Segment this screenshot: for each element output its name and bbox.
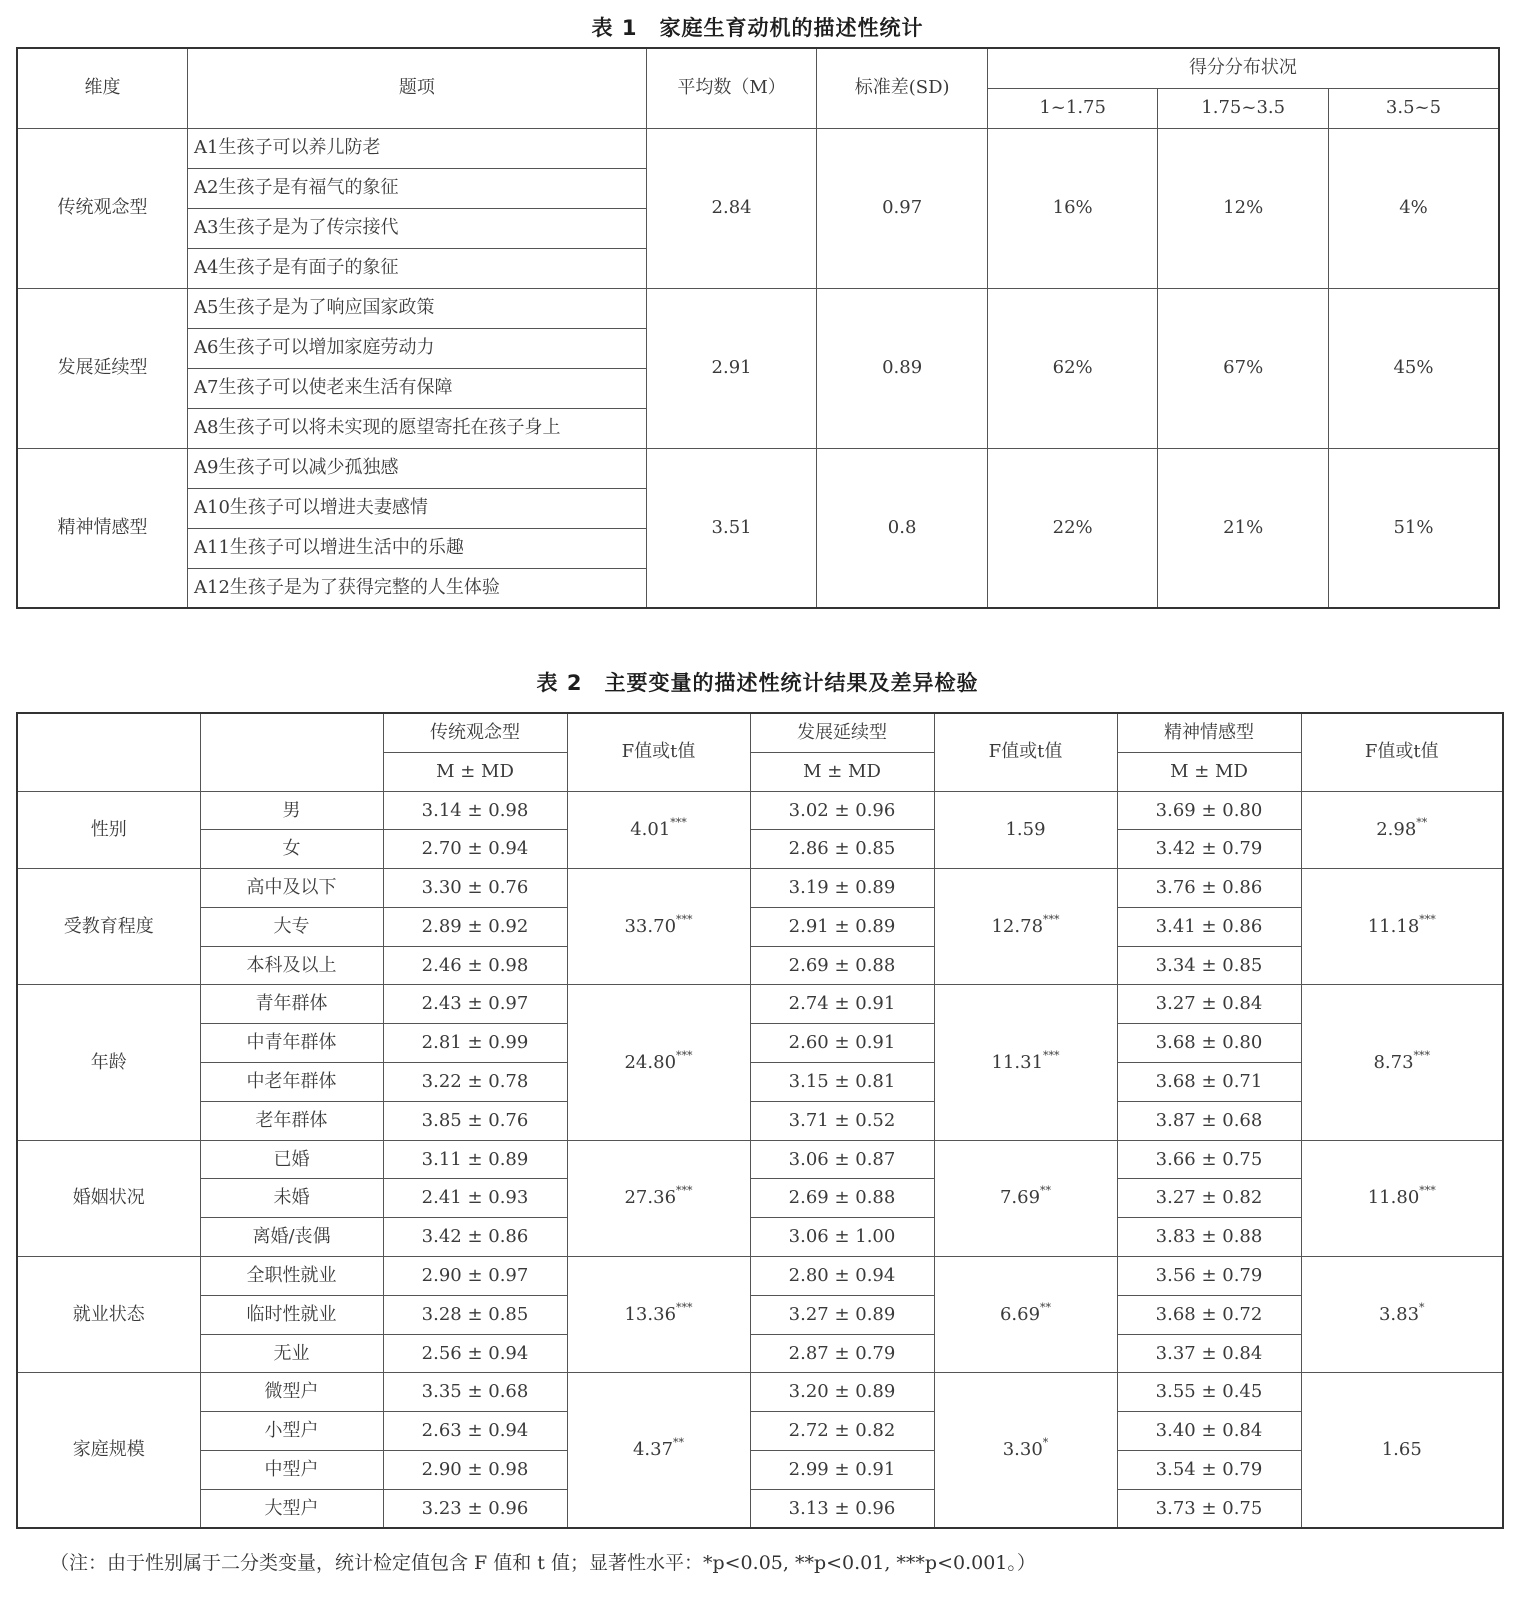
t2-mean-md: 3.34 ± 0.85: [1117, 946, 1301, 985]
t2-f-number: 11.31: [991, 1051, 1044, 1073]
t1-item: A8生孩子可以将未实现的愿望寄托在孩子身上: [188, 408, 647, 448]
t2-significance: ***: [676, 1048, 693, 1062]
t1-header-dimension: 维度: [17, 48, 188, 128]
t2-category: 本科及以上: [200, 946, 383, 985]
table-row: [17, 830, 1503, 869]
t2-significance: **: [1040, 1300, 1052, 1314]
t2-f-number: 27.36: [624, 1187, 677, 1209]
t2-f-number: 24.80: [624, 1051, 677, 1073]
t2-significance: ***: [676, 912, 693, 926]
t2-mean-md: 2.91 ± 0.89: [750, 907, 934, 946]
table-row: [17, 448, 1499, 488]
t2-mean-md: 2.60 ± 0.91: [750, 1024, 934, 1063]
t2-f-number: 6.69: [999, 1303, 1041, 1325]
t2-mean-md: 3.27 ± 0.89: [750, 1295, 934, 1334]
t2-variable: 家庭规模: [17, 1373, 200, 1528]
t2-f-number: 11.18: [1367, 915, 1420, 937]
t2-f-value: [567, 1373, 750, 1528]
t2-mean-md: 3.22 ± 0.78: [383, 1063, 567, 1102]
t2-mean-md: 3.73 ± 0.75: [1117, 1489, 1301, 1528]
t1-dimension: 精神情感型: [17, 448, 188, 608]
t2-mean-md: 2.41 ± 0.93: [383, 1179, 567, 1218]
t1-distribution: 12%: [1158, 128, 1329, 288]
table-row: [17, 1179, 1503, 1218]
t2-f-value: [567, 1140, 750, 1256]
t2-category: 高中及以下: [200, 869, 383, 908]
t2-mean-md: 3.54 ± 0.79: [1117, 1451, 1301, 1490]
t2-mean-md: 2.87 ± 0.79: [750, 1334, 934, 1373]
t2-header-ft: F值或t值: [567, 713, 750, 791]
t2-mean-md: 3.06 ± 0.87: [750, 1140, 934, 1179]
table2: [16, 712, 1504, 1529]
table-row: [17, 985, 1503, 1024]
t2-significance: **: [1416, 815, 1428, 829]
t1-item: A5生孩子是为了响应国家政策: [188, 288, 647, 328]
table-row: [17, 1218, 1503, 1257]
t2-category: 小型户: [200, 1412, 383, 1451]
t2-category: 微型户: [200, 1373, 383, 1412]
t1-distribution: 21%: [1158, 448, 1329, 608]
t2-header-type: 精神情感型: [1117, 713, 1301, 752]
table1: [16, 47, 1500, 609]
t2-mean-md: 3.56 ± 0.79: [1117, 1257, 1301, 1296]
t2-header-blank: [200, 713, 383, 791]
t2-f-number: 7.69: [999, 1187, 1041, 1209]
t1-item: A7生孩子可以使老来生活有保障: [188, 368, 647, 408]
t1-dimension: 传统观念型: [17, 128, 188, 288]
t2-mean-md: 3.13 ± 0.96: [750, 1489, 934, 1528]
t2-variable: 年龄: [17, 985, 200, 1140]
t1-item: A11生孩子可以增进生活中的乐趣: [188, 528, 647, 568]
t2-mean-md: 3.27 ± 0.82: [1117, 1179, 1301, 1218]
t2-mean-md: 2.46 ± 0.98: [383, 946, 567, 985]
table2-caption: [0, 667, 1515, 697]
t1-header-range: 1~1.75: [987, 88, 1158, 128]
t2-significance: ***: [670, 815, 687, 829]
table-row: [17, 288, 1499, 328]
t2-mean-md: 3.30 ± 0.76: [383, 869, 567, 908]
t2-header-ft: F值或t值: [1301, 713, 1503, 791]
t2-mean-md: 3.11 ± 0.89: [383, 1140, 567, 1179]
t1-sd: 0.8: [817, 448, 988, 608]
table-row: [17, 1334, 1503, 1373]
table1-body: [17, 48, 1499, 608]
t2-significance: **: [673, 1436, 685, 1450]
t2-significance: *: [1419, 1300, 1425, 1314]
t2-mean-md: 2.99 ± 0.91: [750, 1451, 934, 1490]
t1-distribution: 22%: [987, 448, 1158, 608]
t2-mean-md: 2.70 ± 0.94: [383, 830, 567, 869]
t2-significance: ***: [1419, 912, 1436, 926]
t2-significance: ***: [1419, 1184, 1436, 1198]
table-row: [17, 1373, 1503, 1412]
t2-f-value: [1301, 1373, 1503, 1528]
t2-category: 女: [200, 830, 383, 869]
table-row: [17, 907, 1503, 946]
t2-f-number: 2.98: [1376, 818, 1417, 840]
t2-category: 大专: [200, 907, 383, 946]
t1-distribution: 51%: [1328, 448, 1499, 608]
t2-f-number: 8.73: [1373, 1051, 1414, 1073]
t2-category: 已婚: [200, 1140, 383, 1179]
t2-f-number: 12.78: [991, 915, 1044, 937]
table1-caption-title: 家庭生育动机的描述性统计: [659, 16, 924, 40]
t1-mean: 2.91: [646, 288, 817, 448]
t2-mean-md: 3.41 ± 0.86: [1117, 907, 1301, 946]
table-row: [17, 1140, 1503, 1179]
t2-mean-md: 2.43 ± 0.97: [383, 985, 567, 1024]
t1-item: A2生孩子是有福气的象征: [188, 168, 647, 208]
table-row: [17, 1451, 1503, 1490]
t2-mean-md: 3.68 ± 0.80: [1117, 1024, 1301, 1063]
t1-dimension: 发展延续型: [17, 288, 188, 448]
t2-f-value: [934, 985, 1117, 1140]
t1-header-range: 1.75~3.5: [1158, 88, 1329, 128]
t2-f-value: [567, 791, 750, 869]
t1-item: A1生孩子可以养儿防老: [188, 128, 647, 168]
t2-mean-md: 2.90 ± 0.97: [383, 1257, 567, 1296]
t2-category: 临时性就业: [200, 1295, 383, 1334]
t2-f-number: 1.59: [1005, 818, 1046, 840]
t2-f-number: 4.01: [630, 818, 671, 840]
t2-mean-md: 3.40 ± 0.84: [1117, 1412, 1301, 1451]
t2-f-value: [567, 869, 750, 985]
t2-variable: 婚姻状况: [17, 1140, 200, 1256]
t2-header-mmd: M ± MD: [383, 752, 567, 791]
t1-header-distribution: 得分分布状况: [987, 48, 1499, 88]
t2-header-mmd: M ± MD: [1117, 752, 1301, 791]
table-row: [17, 1063, 1503, 1102]
t2-mean-md: 2.69 ± 0.88: [750, 946, 934, 985]
t2-category: 男: [200, 791, 383, 830]
t2-f-value: [1301, 985, 1503, 1140]
t1-header-range: 3.5~5: [1328, 88, 1499, 128]
t2-mean-md: 3.66 ± 0.75: [1117, 1140, 1301, 1179]
t2-mean-md: 3.02 ± 0.96: [750, 791, 934, 830]
table-row: [17, 1101, 1503, 1140]
table2-caption-number: 表 2: [536, 671, 583, 695]
t2-significance: *: [1042, 1436, 1049, 1450]
t2-category: 大型户: [200, 1489, 383, 1528]
t1-distribution: 4%: [1328, 128, 1499, 288]
t2-category: 青年群体: [200, 985, 383, 1024]
t1-sd: 0.89: [817, 288, 988, 448]
t1-sd: 0.97: [817, 128, 988, 288]
t2-mean-md: 3.06 ± 1.00: [750, 1218, 934, 1257]
table-row: [17, 946, 1503, 985]
t2-mean-md: 2.63 ± 0.94: [383, 1412, 567, 1451]
t2-mean-md: 3.23 ± 0.96: [383, 1489, 567, 1528]
t2-mean-md: 2.56 ± 0.94: [383, 1334, 567, 1373]
t1-header-mean: 平均数（M）: [646, 48, 817, 128]
t2-variable: 性别: [17, 791, 200, 869]
t2-mean-md: 3.20 ± 0.89: [750, 1373, 934, 1412]
t2-mean-md: 3.14 ± 0.98: [383, 791, 567, 830]
t2-header-blank: [17, 713, 200, 791]
t2-mean-md: 2.86 ± 0.85: [750, 830, 934, 869]
t1-item: A12生孩子是为了获得完整的人生体验: [188, 568, 647, 608]
t2-mean-md: 3.71 ± 0.52: [750, 1101, 934, 1140]
t2-significance: ***: [676, 1300, 693, 1314]
t2-f-number: 3.30: [1002, 1439, 1043, 1461]
table-row: [17, 1295, 1503, 1334]
t2-mean-md: 2.74 ± 0.91: [750, 985, 934, 1024]
t2-f-value: [567, 1257, 750, 1373]
table2-caption-title: 主要变量的描述性统计结果及差异检验: [604, 671, 979, 695]
t1-distribution: 62%: [987, 288, 1158, 448]
t2-mean-md: 3.68 ± 0.72: [1117, 1295, 1301, 1334]
t2-category: 离婚/丧偶: [200, 1218, 383, 1257]
t2-category: 全职性就业: [200, 1257, 383, 1296]
t1-item: A4生孩子是有面子的象征: [188, 248, 647, 288]
table2-body: [17, 713, 1503, 1528]
t2-f-number: 4.37: [632, 1439, 674, 1461]
t2-header-ft: F值或t值: [934, 713, 1117, 791]
t2-category: 中型户: [200, 1451, 383, 1490]
t1-mean: 3.51: [646, 448, 817, 608]
t2-variable: 就业状态: [17, 1257, 200, 1373]
t2-mean-md: 3.42 ± 0.79: [1117, 830, 1301, 869]
t2-f-value: [934, 1140, 1117, 1256]
t1-distribution: 67%: [1158, 288, 1329, 448]
t2-significance: ***: [1043, 1048, 1060, 1062]
t2-significance: ***: [676, 1184, 693, 1198]
t2-f-value: [1301, 869, 1503, 985]
t1-item: A10生孩子可以增进夫妻感情: [188, 488, 647, 528]
t2-mean-md: 3.42 ± 0.86: [383, 1218, 567, 1257]
t2-f-value: [934, 869, 1117, 985]
t2-f-number: 3.83: [1378, 1303, 1420, 1325]
t1-item: A9生孩子可以减少孤独感: [188, 448, 647, 488]
t2-f-value: [567, 985, 750, 1140]
t2-f-number: 33.70: [624, 915, 677, 937]
table-row: [17, 1489, 1503, 1528]
t2-mean-md: 3.83 ± 0.88: [1117, 1218, 1301, 1257]
t1-item: A3生孩子是为了传宗接代: [188, 208, 647, 248]
t1-mean: 2.84: [646, 128, 817, 288]
table2-note: （注：由于性别属于二分类变量，统计检定值包含 F 值和 t 值；显著性水平：*p<0.05, **p<0.01, ***p<0.001。）: [50, 1552, 1036, 1574]
t2-mean-md: 3.37 ± 0.84: [1117, 1334, 1301, 1373]
t2-header-type: 发展延续型: [750, 713, 934, 752]
t2-f-value: [934, 1373, 1117, 1528]
t2-mean-md: 3.19 ± 0.89: [750, 869, 934, 908]
t2-mean-md: 3.35 ± 0.68: [383, 1373, 567, 1412]
t2-f-value: [1301, 1257, 1503, 1373]
t2-mean-md: 2.69 ± 0.88: [750, 1179, 934, 1218]
t2-f-value: [1301, 1140, 1503, 1256]
t2-mean-md: 3.55 ± 0.45: [1117, 1373, 1301, 1412]
t2-variable: 受教育程度: [17, 869, 200, 985]
t2-mean-md: 2.89 ± 0.92: [383, 907, 567, 946]
t2-f-value: [1301, 791, 1503, 869]
t1-header-item: 题项: [188, 48, 647, 128]
t2-f-number: 1.65: [1381, 1439, 1422, 1461]
table-row: [17, 1024, 1503, 1063]
t2-mean-md: 3.28 ± 0.85: [383, 1295, 567, 1334]
t2-mean-md: 3.85 ± 0.76: [383, 1101, 567, 1140]
t2-significance: **: [1040, 1184, 1052, 1198]
t2-f-number: 11.80: [1367, 1187, 1420, 1209]
t1-header-sd: 标准差(SD): [817, 48, 988, 128]
t2-category: 无业: [200, 1334, 383, 1373]
t1-item: A6生孩子可以增加家庭劳动力: [188, 328, 647, 368]
table-row: [17, 869, 1503, 908]
t2-mean-md: 2.90 ± 0.98: [383, 1451, 567, 1490]
table-row: [17, 1412, 1503, 1451]
t2-category: 中青年群体: [200, 1024, 383, 1063]
t2-significance: ***: [1413, 1048, 1431, 1062]
t2-category: 未婚: [200, 1179, 383, 1218]
t2-header-type: 传统观念型: [383, 713, 567, 752]
table1-caption-number: 表 1: [591, 16, 638, 40]
table1-caption: [0, 12, 1515, 42]
t2-mean-md: 3.15 ± 0.81: [750, 1063, 934, 1102]
table-row: [17, 1257, 1503, 1296]
t2-f-value: [934, 791, 1117, 869]
t2-category: 中老年群体: [200, 1063, 383, 1102]
t1-distribution: 45%: [1328, 288, 1499, 448]
t2-mean-md: 3.27 ± 0.84: [1117, 985, 1301, 1024]
t2-f-number: 13.36: [624, 1303, 677, 1325]
t2-mean-md: 3.76 ± 0.86: [1117, 869, 1301, 908]
t2-mean-md: 3.68 ± 0.71: [1117, 1063, 1301, 1102]
t2-mean-md: 2.72 ± 0.82: [750, 1412, 934, 1451]
t1-distribution: 16%: [987, 128, 1158, 288]
t2-category: 老年群体: [200, 1101, 383, 1140]
t2-f-value: [934, 1257, 1117, 1373]
t2-significance: ***: [1043, 912, 1060, 926]
t2-mean-md: 2.80 ± 0.94: [750, 1257, 934, 1296]
table-row: [17, 791, 1503, 830]
t2-header-mmd: M ± MD: [750, 752, 934, 791]
t2-mean-md: 2.81 ± 0.99: [383, 1024, 567, 1063]
t2-mean-md: 3.69 ± 0.80: [1117, 791, 1301, 830]
table-row: [17, 128, 1499, 168]
t2-mean-md: 3.87 ± 0.68: [1117, 1101, 1301, 1140]
